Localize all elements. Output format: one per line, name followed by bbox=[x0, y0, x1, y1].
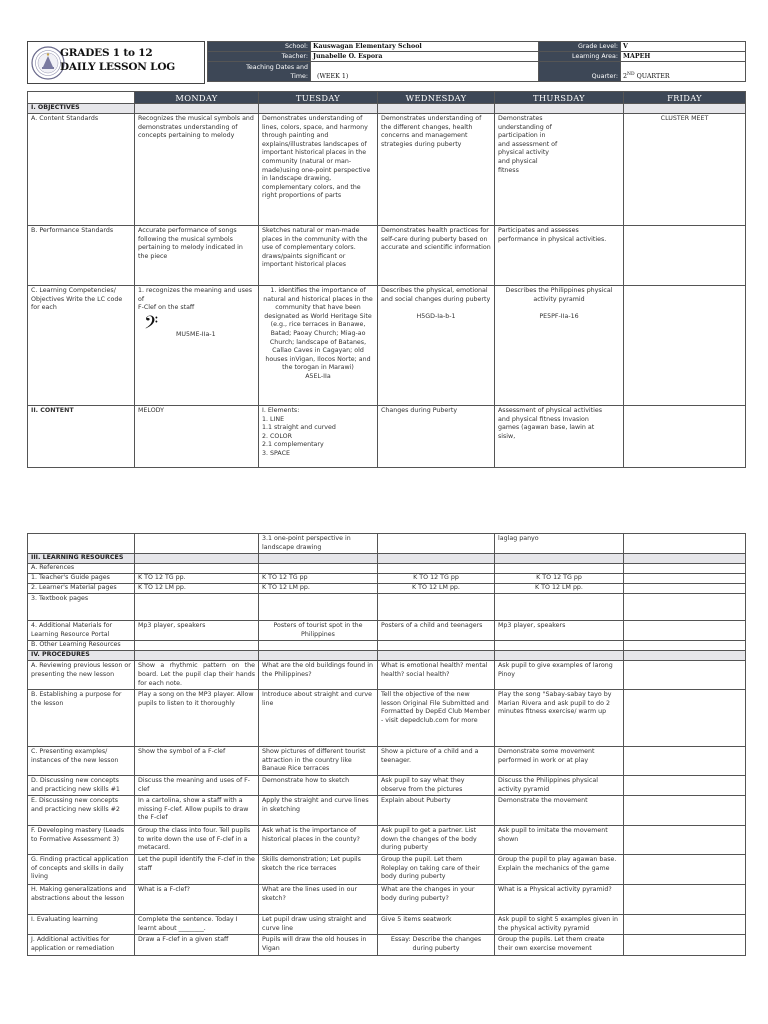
cell-monday: Accurate performance of songs following the musical symbols pertaining to melody indicated in the piece bbox=[135, 226, 259, 286]
table-row bbox=[28, 574, 746, 584]
cell-wednesday: Posters of a child and teenagers bbox=[378, 621, 495, 641]
day-wednesday: WEDNESDAY bbox=[378, 92, 495, 104]
cell-monday: Show the symbol of a F-clef bbox=[135, 747, 259, 776]
cell-monday: Play a song on the MP3 player. Allow pupils to listen to it thoroughly bbox=[135, 690, 259, 747]
row-label: A. Reviewing previous lesson or presenting the new lesson bbox=[28, 661, 135, 690]
school-label: School: bbox=[208, 42, 311, 52]
section-objectives: I. OBJECTIVES bbox=[28, 104, 135, 114]
table-row bbox=[28, 661, 746, 690]
cell-tuesday: Apply the straight and curve lines in sketching bbox=[259, 796, 378, 826]
cell-thursday: Participates and assesses performance in physical activities. bbox=[495, 226, 624, 286]
cell-tuesday: Sketches natural or man-made places in the community with the use of complementary colors. draws/paints significant or important historical places bbox=[259, 226, 378, 286]
school-value: Kauswagan Elementary School bbox=[311, 42, 539, 52]
table-row bbox=[28, 796, 746, 826]
cell-thursday: Demonstrate the movement bbox=[495, 796, 624, 826]
cell-thursday: Ask pupil to sight 5 examples given in the physical activity pyramid bbox=[495, 915, 624, 935]
cell-tuesday: 3.1 one-point perspective in landscape drawing bbox=[259, 534, 378, 554]
cell-wednesday: Ask pupil to say what they observe from the pictures bbox=[378, 775, 495, 795]
row-label: I. Evaluating learning bbox=[28, 915, 135, 935]
header-info-table bbox=[207, 41, 746, 82]
section-row bbox=[28, 554, 746, 564]
cell-monday: Discuss the meaning and uses of F-clef bbox=[135, 775, 259, 795]
table-row bbox=[28, 935, 746, 955]
cell-wednesday: Show a picture of a child and a teenager. bbox=[378, 747, 495, 776]
cell-wednesday: What is emotional health? mental health? social health? bbox=[378, 661, 495, 690]
cell-tuesday: Demonstrate how to sketch bbox=[259, 775, 378, 795]
cell-monday: What is a F-clef? bbox=[135, 885, 259, 915]
cell-monday: Let the pupil identify the F-clef in the staff bbox=[135, 855, 259, 885]
cell-thursday: K TO 12 TG pp bbox=[495, 574, 624, 584]
cell-monday: Group the class into four. Tell pupils to write down the use of F-clef in a metacard. bbox=[135, 826, 259, 855]
quarter-label: Quarter: bbox=[539, 62, 621, 82]
cell-thursday: Discuss the Philippines physical activity pyramid bbox=[495, 775, 624, 795]
cell-monday: In a cartolina, show a staff with a missing F-clef. Allow pupils to draw the F-clef bbox=[135, 796, 259, 826]
table-row bbox=[28, 621, 746, 641]
cell-thursday: Describes the Philippines physical activity pyramid PE5PF-IIa-16 bbox=[495, 286, 624, 406]
table-row bbox=[28, 534, 746, 554]
teacher-label: Teacher: bbox=[208, 52, 311, 62]
cell-tuesday: K TO 12 LM pp. bbox=[259, 584, 378, 594]
table-row bbox=[28, 885, 746, 915]
row-label: A. Content Standards bbox=[28, 114, 135, 226]
cell-wednesday: Demonstrates understanding of the different changes, health concerns and management strategies during puberty bbox=[378, 114, 495, 226]
grade-value: V bbox=[621, 42, 746, 52]
cell-wednesday: Explain about Puberty bbox=[378, 796, 495, 826]
cell-tuesday: Ask what is the importance of historical places in the county? bbox=[259, 826, 378, 855]
dll-table-page-1 bbox=[27, 91, 746, 468]
row-label: D. Discussing new concepts and practicing new skills #1 bbox=[28, 775, 135, 795]
cell-wednesday: Changes during Puberty bbox=[378, 406, 495, 468]
row-label: 3. Textbook pages bbox=[28, 594, 135, 621]
table-row bbox=[28, 775, 746, 795]
quarter-value: 2ND QUARTER bbox=[621, 62, 746, 82]
cell-thursday: Mp3 player, speakers bbox=[495, 621, 624, 641]
day-header-row bbox=[28, 92, 746, 104]
table-row bbox=[28, 855, 746, 885]
table-row bbox=[28, 690, 746, 747]
cell-monday: Draw a F-clef in a given staff bbox=[135, 935, 259, 955]
row-label: G. Finding practical application of concepts and skills in daily living bbox=[28, 855, 135, 885]
cell-tuesday: Posters of tourist spot in the Philippines bbox=[259, 621, 378, 641]
title-line-1: GRADES 1 to 12 bbox=[60, 47, 153, 59]
day-friday: FRIDAY bbox=[624, 92, 746, 104]
row-label: A. References bbox=[28, 564, 135, 574]
cell-thursday: Assessment of physical activities and physical fitness Invasion games (agawan base, lawin at sisiw, bbox=[495, 406, 624, 468]
cell-thursday: What is a Physical activity pyramid? bbox=[495, 885, 624, 915]
grade-label: Grade Level: bbox=[539, 42, 621, 52]
table-row bbox=[28, 114, 746, 226]
table-row bbox=[28, 406, 746, 468]
cell-tuesday: 1. identifies the importance of natural and historical places in the community that have been designated as World Heritage Site (e.g., rice terraces in Banawe, Batad; Paoay Church; Miag-ao Church; landscape of Batanes, Callao Caves in Cagayan; old houses inVigan, Ilocos Norte; and the torogan in Marawi) A5EL-IIa bbox=[259, 286, 378, 406]
cell-tuesday: K TO 12 TG pp bbox=[259, 574, 378, 584]
cell-thursday: Demonstrates understanding of participation in and assessment of physical activity and physical fitness bbox=[495, 114, 624, 226]
logo-cell bbox=[27, 41, 205, 84]
cell-monday: Mp3 player, speakers bbox=[135, 621, 259, 641]
cell-tuesday: Pupils will draw the old houses in Vigan bbox=[259, 935, 378, 955]
table-row bbox=[28, 747, 746, 776]
teacher-value: Junabelle O. Espora bbox=[311, 52, 539, 62]
cell-wednesday: Essay: Describe the changes during puberty bbox=[378, 935, 495, 955]
cell-tuesday: Demonstrates understanding of lines, colors, space, and harmony through painting and explains/illustrates landscapes of important historical places in the community (natural or man-made)using one-point perspective in landscape drawing, complementary colors, and the right proportions of parts bbox=[259, 114, 378, 226]
row-label: B. Other Learning Resources bbox=[28, 641, 135, 651]
cell-thursday: Group the pupils. Let them create their own exercise movement bbox=[495, 935, 624, 955]
row-label: 4. Additional Materials for Learning Resource Portal bbox=[28, 621, 135, 641]
cell-wednesday: Tell the objective of the new lesson Original File Submitted and Formatted by DepEd Club Member - visit depedclub.com for more bbox=[378, 690, 495, 747]
cell-thursday: laglag panyo bbox=[495, 534, 624, 554]
row-label: B. Performance Standards bbox=[28, 226, 135, 286]
lc-code-wednesday: H5GD-Ia-b-1 bbox=[416, 313, 456, 321]
cell-monday: Recognizes the musical symbols and demonstrates understanding of concepts pertaining to melody bbox=[135, 114, 259, 226]
dates-label bbox=[208, 62, 311, 82]
cell-monday: 1. recognizes the meaning and uses of F-Clef on the staff 𝄢 MU5ME-IIa-1 bbox=[135, 286, 259, 406]
cell-thursday: Ask pupil to imitate the movement shown bbox=[495, 826, 624, 855]
cell-wednesday: Ask pupil to get a partner. List down the changes of the body during puberty bbox=[378, 826, 495, 855]
row-label: J. Additional activities for application or remediation bbox=[28, 935, 135, 955]
dates-label-line-1: Teaching Dates and bbox=[246, 63, 308, 71]
cell-wednesday: K TO 12 LM pp. bbox=[378, 584, 495, 594]
row-label: 2. Learner's Material pages bbox=[28, 584, 135, 594]
day-monday: MONDAY bbox=[135, 92, 259, 104]
area-label: Learning Area: bbox=[539, 52, 621, 62]
cell-tuesday: Skills demonstration; Let pupils sketch the rice terraces bbox=[259, 855, 378, 885]
section-row bbox=[28, 651, 746, 661]
row-label: B. Establishing a purpose for the lesson bbox=[28, 690, 135, 747]
cell-tuesday: What are the lines used in our sketch? bbox=[259, 885, 378, 915]
cell-wednesday: Demonstrates health practices for self-care during puberty based on accurate and scientific information bbox=[378, 226, 495, 286]
lc-code-tuesday: A5EL-IIa bbox=[305, 372, 331, 380]
table-row bbox=[28, 564, 746, 574]
cell-thursday: Ask pupil to give examples of larong Pinoy bbox=[495, 661, 624, 690]
header bbox=[27, 41, 745, 84]
cell-tuesday: Introduce about straight and curve line bbox=[259, 690, 378, 747]
cell-thursday: Group the pupil to play agawan base. Explain the mechanics of the game bbox=[495, 855, 624, 885]
dates-label-line-2: Time: bbox=[290, 72, 308, 80]
cell-thursday: K TO 12 LM pp. bbox=[495, 584, 624, 594]
table-row bbox=[28, 915, 746, 935]
day-thursday: THURSDAY bbox=[495, 92, 624, 104]
cell-monday: K TO 12 LM pp. bbox=[135, 584, 259, 594]
row-label: E. Discussing new concepts and practicing new skills #2 bbox=[28, 796, 135, 826]
cell-wednesday: What are the changes in your body during puberty? bbox=[378, 885, 495, 915]
row-label: C. Presenting examples/ instances of the new lesson bbox=[28, 747, 135, 776]
cell-monday: MELODY bbox=[135, 406, 259, 468]
table-row bbox=[28, 584, 746, 594]
cell-thursday: Play the song "Sabay-sabay tayo by Marian Rivera and ask pupil to do 2 minutes fitness exercise/ warm up bbox=[495, 690, 624, 747]
cell-monday: Complete the sentence. Today I learnt about ________. bbox=[135, 915, 259, 935]
row-label: H. Making generalizations and abstractions about the lesson bbox=[28, 885, 135, 915]
row-label: F. Developing mastery (Leads to Formative Assessment 3) bbox=[28, 826, 135, 855]
section-learning-resources: III. LEARNING RESOURCES bbox=[28, 554, 135, 564]
day-tuesday: TUESDAY bbox=[259, 92, 378, 104]
cluster-meet-note: CLUSTER MEET bbox=[624, 114, 746, 226]
section-row bbox=[28, 104, 746, 114]
bass-clef-icon: 𝄢 bbox=[144, 312, 159, 338]
week-value: (WEEK 1) bbox=[311, 62, 539, 82]
section-procedures: IV. PROCEDURES bbox=[28, 651, 135, 661]
row-label: C. Learning Competencies/ Objectives Write the LC code for each bbox=[28, 286, 135, 406]
cell-tuesday: Let pupil draw using straight and curve line bbox=[259, 915, 378, 935]
cell-tuesday: I. Elements: 1. LINE 1.1 straight and curved 2. COLOR 2.1 complementary 3. SPACE bbox=[259, 406, 378, 468]
table-row bbox=[28, 226, 746, 286]
cell-wednesday: K TO 12 TG pp bbox=[378, 574, 495, 584]
lc-code-monday: MU5ME-IIa-1 bbox=[176, 330, 216, 338]
cell-wednesday: Describes the physical, emotional and social changes during puberty H5GD-Ia-b-1 bbox=[378, 286, 495, 406]
table-row bbox=[28, 594, 746, 621]
cell-tuesday: Show pictures of different tourist attraction in the country like Banaue Rice terraces bbox=[259, 747, 378, 776]
row-label: 1. Teacher's Guide pages bbox=[28, 574, 135, 584]
table-row bbox=[28, 826, 746, 855]
cell-monday: Show a rhythmic pattern on the board. Let the pupil clap their hands for each note. bbox=[135, 661, 259, 690]
area-value: MAPEH bbox=[621, 52, 746, 62]
cell-monday: K TO 12 TG pp. bbox=[135, 574, 259, 584]
cell-wednesday: Group the pupil. Let them Roleplay on taking care of their body during puberty bbox=[378, 855, 495, 885]
table-row bbox=[28, 641, 746, 651]
title-line-2: DAILY LESSON LOG bbox=[60, 61, 176, 73]
row-label: II. CONTENT bbox=[28, 406, 135, 468]
cell-wednesday: Give 5 items seatwork bbox=[378, 915, 495, 935]
lc-code-thursday: PE5PF-IIa-16 bbox=[539, 313, 579, 321]
cell-tuesday: What are the old buildings found in the Philippines? bbox=[259, 661, 378, 690]
table-row bbox=[28, 286, 746, 406]
cell-thursday: Demonstrate some movement performed in work or at play bbox=[495, 747, 624, 776]
dll-table-page-2 bbox=[27, 533, 746, 956]
